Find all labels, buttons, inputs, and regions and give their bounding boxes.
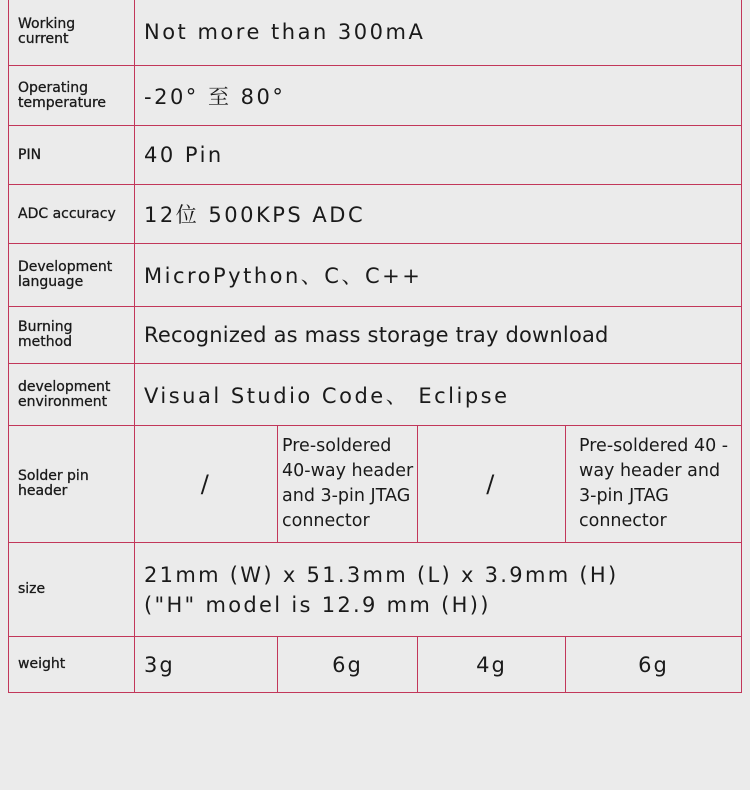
value-burning-method: Recognized as mass storage tray download xyxy=(135,307,742,364)
row-solder-pin-header xyxy=(9,426,742,543)
label-adc-accuracy: ADC accuracy xyxy=(9,185,135,244)
row-size xyxy=(9,543,742,637)
value-weight-1: 3g xyxy=(135,637,278,693)
label-solder-pin-header: Solder pin header xyxy=(9,426,135,543)
size-line-2: ("H" model is 12.9 mm (H)) xyxy=(144,592,491,617)
label-development-environment: development environment xyxy=(9,364,135,426)
label-development-language: Development language xyxy=(9,244,135,307)
value-development-language: MicroPython、C、C++ xyxy=(135,244,742,307)
value-solder-2: Pre-soldered 40-way header and 3-pin JTAG connector xyxy=(278,426,418,543)
spec-table xyxy=(8,0,742,693)
label-operating-temperature: Operating temperature xyxy=(9,66,135,126)
row-development-language xyxy=(9,244,742,307)
label-weight: weight xyxy=(9,637,135,693)
value-solder-3: / xyxy=(418,426,566,543)
value-operating-temperature: -20° 至 80° xyxy=(135,66,742,126)
value-weight-4: 6g xyxy=(566,637,742,693)
row-pin xyxy=(9,126,742,185)
label-pin: PIN xyxy=(9,126,135,185)
value-pin: 40 Pin xyxy=(135,126,742,185)
size-line-1: 21mm (W) x 51.3mm (L) x 3.9mm (H) xyxy=(144,562,619,587)
row-adc-accuracy xyxy=(9,185,742,244)
row-working-current xyxy=(9,0,742,66)
value-weight-2: 6g xyxy=(278,637,418,693)
row-operating-temperature xyxy=(9,66,742,126)
value-development-environment: Visual Studio Code、 Eclipse xyxy=(135,364,742,426)
label-size: size xyxy=(9,543,135,637)
label-burning-method: Burning method xyxy=(9,307,135,364)
value-working-current: Not more than 300mA xyxy=(135,0,742,66)
label-working-current: Working current xyxy=(9,0,135,66)
value-size xyxy=(135,543,742,637)
row-weight xyxy=(9,637,742,693)
row-burning-method xyxy=(9,307,742,364)
value-solder-1: / xyxy=(135,426,278,543)
value-adc-accuracy: 12位 500KPS ADC xyxy=(135,185,742,244)
row-development-environment xyxy=(9,364,742,426)
value-weight-3: 4g xyxy=(418,637,566,693)
value-solder-4: Pre-soldered 40 -way header and 3-pin JTAG connector xyxy=(566,426,742,543)
